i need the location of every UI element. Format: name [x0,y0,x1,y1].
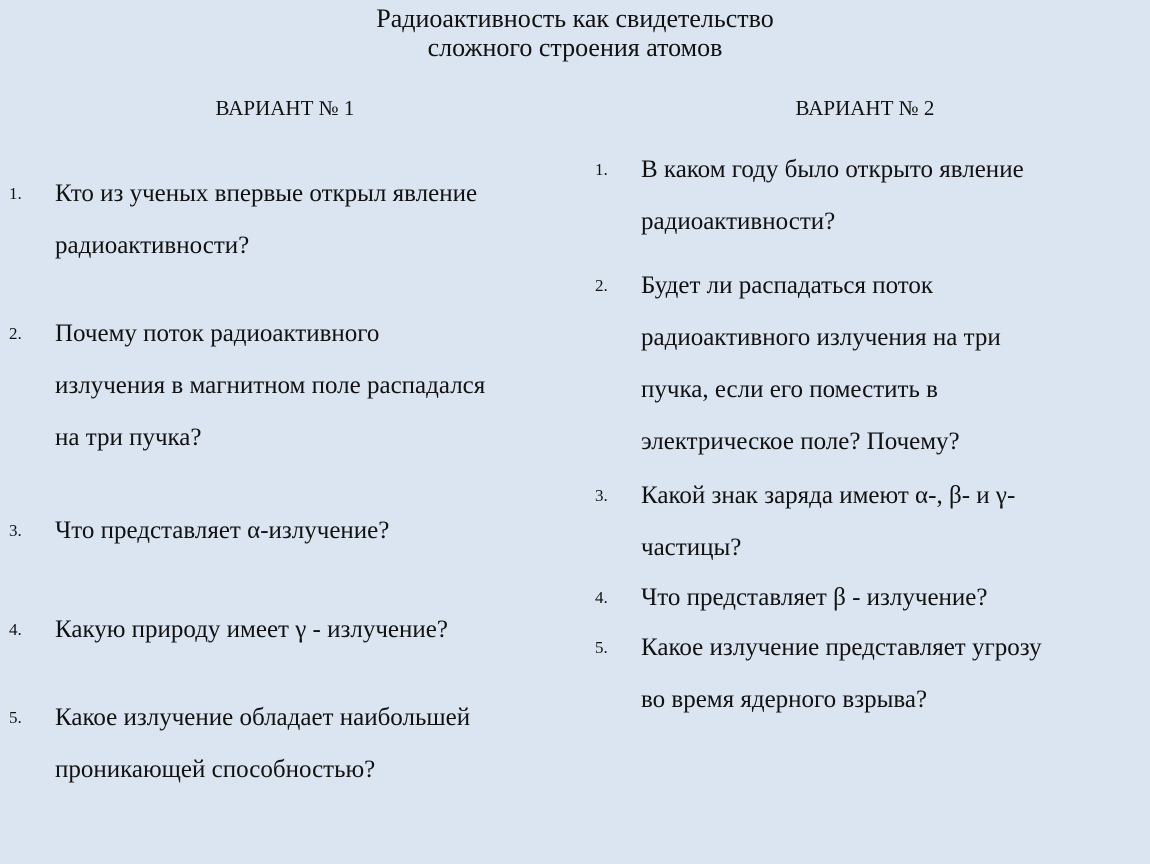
question-line: на три пучка? [55,424,202,451]
question-number: 4. [9,620,22,639]
variant-2-question-4 [595,572,1131,624]
question-number: 3. [595,486,608,505]
question-line: Что представляет β - излучение? [641,584,988,611]
variant-2-question-2 [595,260,1131,468]
question-number: 5. [595,638,608,657]
question-line: Что представляет α-излучение? [55,517,390,544]
page-title [0,4,1150,62]
question-line: проникающей способностью? [55,756,376,783]
question-line: частицы? [641,534,742,561]
variant-1-question-1 [9,168,575,272]
variant-1-question-3 [9,505,575,557]
question-line: радиоактивности? [641,208,836,235]
variant-1-question-5 [9,692,575,796]
question-line: Кто из ученых впервые открыл явление [55,180,478,207]
variant-2-question-1 [595,144,1131,248]
question-line: излучения в магнитном поле распадался [55,372,486,399]
question-number: 3. [9,521,22,540]
question-number: 1. [595,160,608,179]
question-line: электрическое поле? Почему? [641,428,960,455]
variant-1-question-2 [9,308,575,464]
question-number: 2. [9,324,22,343]
question-line: Какой знак заряда имеют α-, β- и γ- [641,482,1016,509]
variant-1-heading: ВАРИАНТ № 1 [215,96,355,120]
variant-2-heading: ВАРИАНТ № 2 [795,96,935,120]
question-line: Будет ли распадаться поток [641,272,934,299]
variant-1-question-4 [9,604,575,656]
title-line-1: Радиоактивность как свидетельство [376,4,774,33]
question-line: пучка, если его поместить в [641,376,938,403]
question-number: 4. [595,588,608,607]
question-line: В каком году было открыто явление [641,156,1024,183]
question-number: 1. [9,184,22,203]
question-line: радиоактивности? [55,232,250,259]
question-number: 5. [9,708,22,727]
question-number: 2. [595,276,608,295]
question-line: Какую природу имеет γ - излучение? [55,616,448,643]
title-line-2: сложного строения атомов [427,33,723,62]
variant-2-question-5 [595,622,1131,726]
question-line: Какое излучение представляет угрозу [641,634,1042,661]
variant-2-question-3 [595,470,1131,574]
question-line: во время ядерного взрыва? [641,686,928,713]
question-line: радиоактивного излучения на три [641,324,1001,351]
question-line: Почему поток радиоактивного [55,320,380,347]
question-line: Какое излучение обладает наибольшей [55,704,471,731]
